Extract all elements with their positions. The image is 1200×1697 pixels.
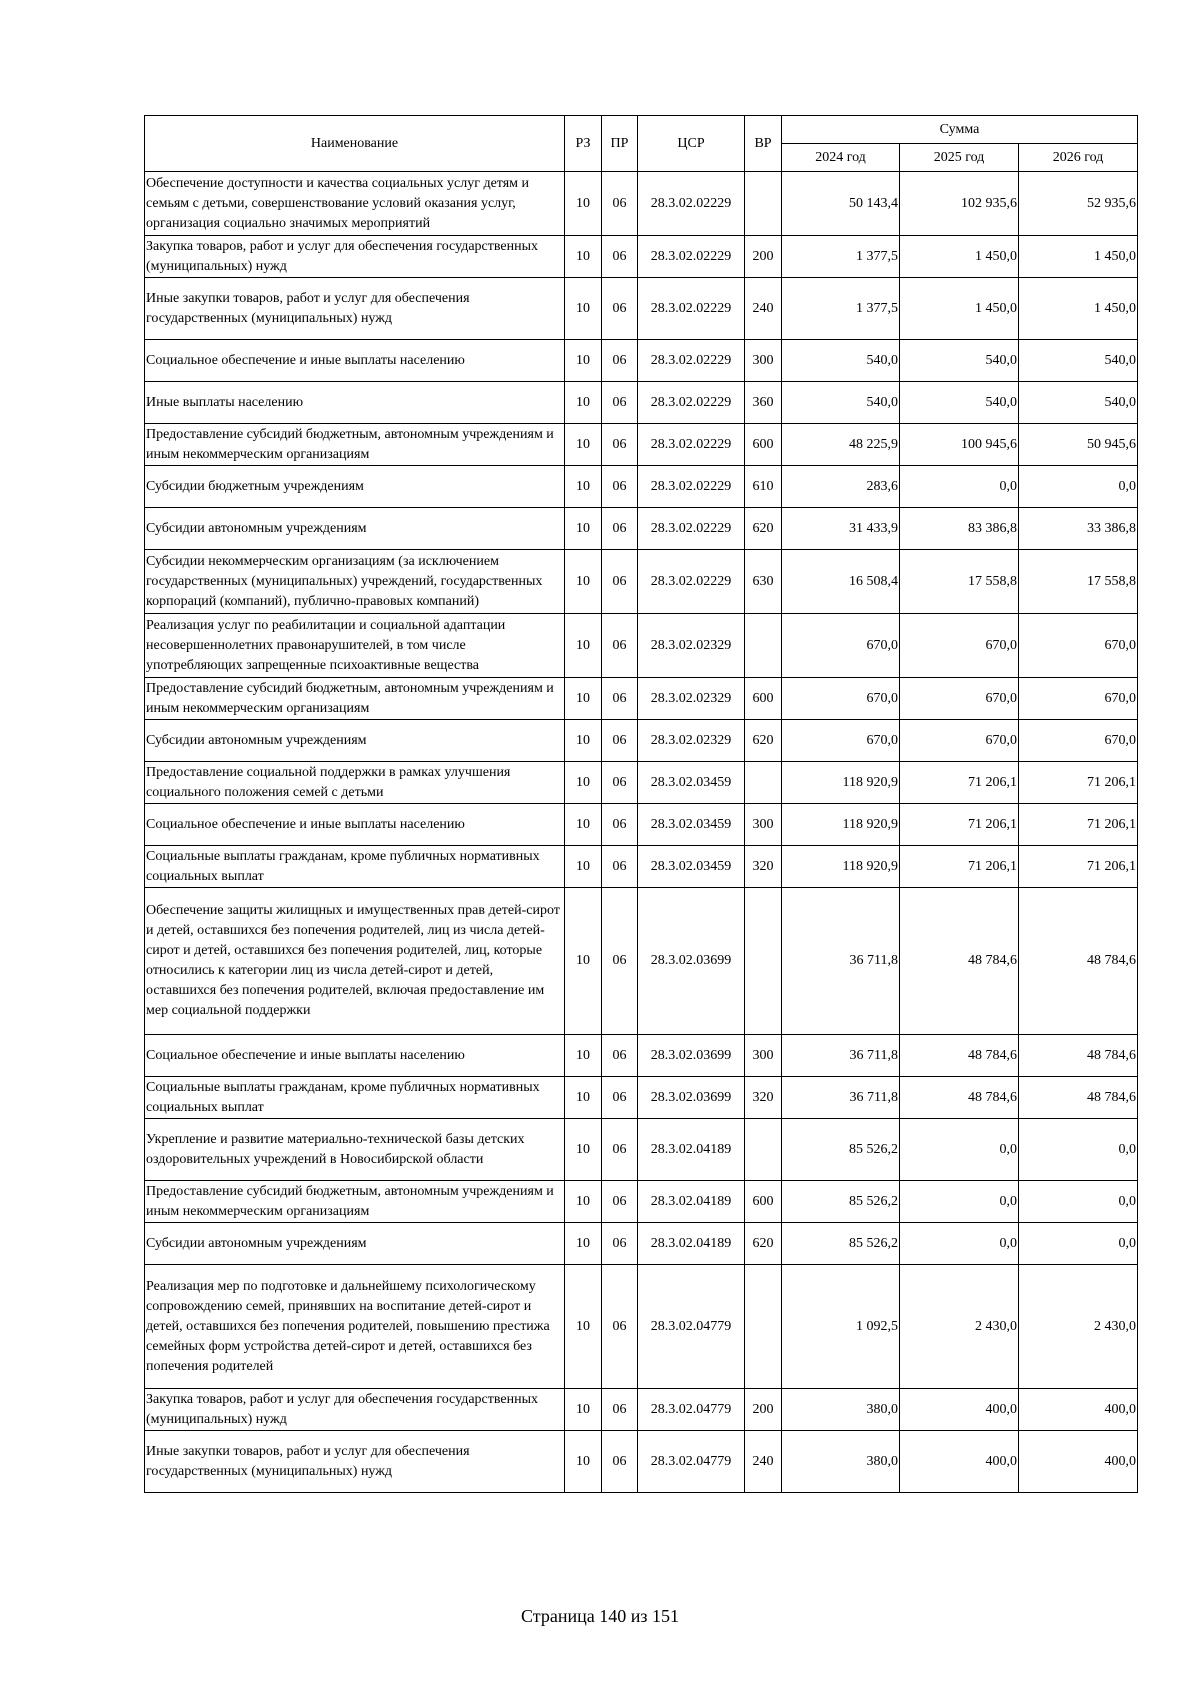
row-vr: 620	[745, 1223, 782, 1265]
row-vr	[745, 1265, 782, 1389]
table-body	[145, 172, 1138, 1493]
page-number: Страница 140 из 151	[521, 1606, 679, 1626]
row-sum-2025: 2 430,0	[900, 1265, 1019, 1389]
row-rz: 10	[565, 340, 602, 382]
row-csr: 28.3.02.03699	[638, 1035, 745, 1077]
table-row	[145, 550, 1138, 614]
row-sum-2026: 33 386,8	[1019, 508, 1138, 550]
row-name: Социальные выплаты гражданам, кроме публичных нормативных социальных выплат	[145, 846, 565, 888]
row-sum-2025: 1 450,0	[900, 236, 1019, 278]
row-rz: 10	[565, 1077, 602, 1119]
row-csr: 28.3.02.03459	[638, 846, 745, 888]
row-csr: 28.3.02.02229	[638, 550, 745, 614]
row-rz: 10	[565, 888, 602, 1035]
row-vr: 300	[745, 340, 782, 382]
header-csr: ЦСР	[638, 116, 745, 172]
header-sum: Сумма	[782, 116, 1138, 144]
row-sum-2025: 48 784,6	[900, 1035, 1019, 1077]
row-csr: 28.3.02.03459	[638, 762, 745, 804]
row-vr: 600	[745, 424, 782, 466]
table-row	[145, 804, 1138, 846]
row-sum-2026: 71 206,1	[1019, 762, 1138, 804]
table-row	[145, 846, 1138, 888]
header-pr: ПР	[602, 116, 638, 172]
table-row	[145, 678, 1138, 720]
row-pr: 06	[602, 1181, 638, 1223]
row-vr: 630	[745, 550, 782, 614]
row-vr	[745, 762, 782, 804]
row-sum-2026: 540,0	[1019, 382, 1138, 424]
row-pr: 06	[602, 1077, 638, 1119]
row-sum-2026: 670,0	[1019, 678, 1138, 720]
row-rz: 10	[565, 508, 602, 550]
row-csr: 28.3.02.03699	[638, 1077, 745, 1119]
row-sum-2026: 0,0	[1019, 1119, 1138, 1181]
row-sum-2025: 71 206,1	[900, 762, 1019, 804]
table-row	[145, 720, 1138, 762]
row-pr: 06	[602, 1223, 638, 1265]
row-csr: 28.3.02.02229	[638, 382, 745, 424]
row-sum-2026: 400,0	[1019, 1431, 1138, 1493]
row-rz: 10	[565, 1119, 602, 1181]
row-name: Субсидии автономным учреждениям	[145, 720, 565, 762]
row-sum-2025: 0,0	[900, 1223, 1019, 1265]
row-sum-2024: 48 225,9	[782, 424, 900, 466]
row-rz: 10	[565, 678, 602, 720]
row-vr: 600	[745, 1181, 782, 1223]
row-pr: 06	[602, 1389, 638, 1431]
row-name: Социальное обеспечение и иные выплаты населению	[145, 1035, 565, 1077]
table-row	[145, 1035, 1138, 1077]
row-sum-2024: 540,0	[782, 340, 900, 382]
row-sum-2024: 540,0	[782, 382, 900, 424]
table-row	[145, 1077, 1138, 1119]
row-pr: 06	[602, 278, 638, 340]
row-csr: 28.3.02.02329	[638, 678, 745, 720]
row-vr: 360	[745, 382, 782, 424]
row-name: Закупка товаров, работ и услуг для обеспечения государственных (муниципальных) нужд	[145, 1389, 565, 1431]
header-year-2026: 2026 год	[1019, 144, 1138, 172]
row-pr: 06	[602, 466, 638, 508]
row-rz: 10	[565, 382, 602, 424]
row-sum-2026: 0,0	[1019, 1223, 1138, 1265]
row-sum-2024: 16 508,4	[782, 550, 900, 614]
row-sum-2024: 1 092,5	[782, 1265, 900, 1389]
row-sum-2026: 670,0	[1019, 614, 1138, 678]
table-row	[145, 888, 1138, 1035]
row-name: Обеспечение защиты жилищных и имущественных прав детей-сирот и детей, оставшихся без попечения родителей, лиц из числа детей-сирот и детей, оставшихся без попечения родителей, лиц, которые относились к категории лиц из числа детей-сирот и детей, оставшихся без попечения родителей, включая предоставление им мер социальной поддержки	[145, 888, 565, 1035]
row-rz: 10	[565, 1223, 602, 1265]
row-csr: 28.3.02.02329	[638, 720, 745, 762]
row-rz: 10	[565, 278, 602, 340]
row-csr: 28.3.02.02229	[638, 424, 745, 466]
row-sum-2025: 670,0	[900, 720, 1019, 762]
row-rz: 10	[565, 846, 602, 888]
row-sum-2024: 380,0	[782, 1431, 900, 1493]
row-csr: 28.3.02.04189	[638, 1223, 745, 1265]
row-name: Субсидии некоммерческим организациям (за исключением государственных (муниципальных) учреждений, государственных корпораций (компаний), публично-правовых компаний)	[145, 550, 565, 614]
row-rz: 10	[565, 804, 602, 846]
row-pr: 06	[602, 1431, 638, 1493]
row-pr: 06	[602, 382, 638, 424]
row-rz: 10	[565, 762, 602, 804]
row-name: Социальные выплаты гражданам, кроме публичных нормативных социальных выплат	[145, 1077, 565, 1119]
row-rz: 10	[565, 1431, 602, 1493]
row-name: Предоставление субсидий бюджетным, автономным учреждениям и иным некоммерческим организациям	[145, 424, 565, 466]
row-vr	[745, 1119, 782, 1181]
row-sum-2026: 48 784,6	[1019, 888, 1138, 1035]
row-sum-2026: 0,0	[1019, 1181, 1138, 1223]
row-pr: 06	[602, 1035, 638, 1077]
row-csr: 28.3.02.02229	[638, 172, 745, 236]
table-row	[145, 278, 1138, 340]
row-sum-2025: 48 784,6	[900, 1077, 1019, 1119]
row-rz: 10	[565, 550, 602, 614]
row-sum-2026: 400,0	[1019, 1389, 1138, 1431]
table-header	[145, 116, 1138, 172]
budget-table	[144, 115, 1138, 1493]
row-name: Субсидии автономным учреждениям	[145, 508, 565, 550]
row-sum-2026: 1 450,0	[1019, 278, 1138, 340]
row-sum-2024: 50 143,4	[782, 172, 900, 236]
row-pr: 06	[602, 888, 638, 1035]
table-row	[145, 382, 1138, 424]
row-sum-2025: 670,0	[900, 678, 1019, 720]
row-sum-2025: 102 935,6	[900, 172, 1019, 236]
row-vr: 300	[745, 804, 782, 846]
row-vr: 200	[745, 1389, 782, 1431]
row-sum-2024: 1 377,5	[782, 236, 900, 278]
row-vr: 200	[745, 236, 782, 278]
row-sum-2026: 71 206,1	[1019, 846, 1138, 888]
row-sum-2025: 100 945,6	[900, 424, 1019, 466]
row-pr: 06	[602, 172, 638, 236]
row-sum-2025: 540,0	[900, 340, 1019, 382]
row-sum-2025: 48 784,6	[900, 888, 1019, 1035]
row-sum-2026: 52 935,6	[1019, 172, 1138, 236]
row-sum-2024: 36 711,8	[782, 888, 900, 1035]
row-sum-2024: 85 526,2	[782, 1223, 900, 1265]
header-rz: РЗ	[565, 116, 602, 172]
row-vr: 320	[745, 1077, 782, 1119]
row-sum-2024: 36 711,8	[782, 1035, 900, 1077]
row-sum-2026: 48 784,6	[1019, 1035, 1138, 1077]
row-sum-2026: 2 430,0	[1019, 1265, 1138, 1389]
row-sum-2024: 85 526,2	[782, 1181, 900, 1223]
row-vr: 600	[745, 678, 782, 720]
row-pr: 06	[602, 424, 638, 466]
row-name: Обеспечение доступности и качества социальных услуг детям и семьям с детьми, совершенствование условий оказания услуг, организация социально значимых мероприятий	[145, 172, 565, 236]
row-sum-2025: 400,0	[900, 1389, 1019, 1431]
row-csr: 28.3.02.02229	[638, 508, 745, 550]
row-sum-2025: 400,0	[900, 1431, 1019, 1493]
table-row	[145, 172, 1138, 236]
row-sum-2024: 283,6	[782, 466, 900, 508]
row-sum-2026: 670,0	[1019, 720, 1138, 762]
row-sum-2024: 118 920,9	[782, 846, 900, 888]
row-csr: 28.3.02.04779	[638, 1431, 745, 1493]
row-sum-2024: 118 920,9	[782, 804, 900, 846]
row-pr: 06	[602, 1265, 638, 1389]
row-rz: 10	[565, 172, 602, 236]
row-csr: 28.3.02.02329	[638, 614, 745, 678]
row-vr: 620	[745, 508, 782, 550]
row-sum-2024: 36 711,8	[782, 1077, 900, 1119]
table-row	[145, 424, 1138, 466]
row-name: Социальное обеспечение и иные выплаты населению	[145, 340, 565, 382]
table-row	[145, 614, 1138, 678]
row-rz: 10	[565, 614, 602, 678]
row-pr: 06	[602, 720, 638, 762]
row-pr: 06	[602, 1119, 638, 1181]
row-name: Предоставление социальной поддержки в рамках улучшения социального положения семей с детьми	[145, 762, 565, 804]
row-sum-2025: 540,0	[900, 382, 1019, 424]
row-rz: 10	[565, 1035, 602, 1077]
row-pr: 06	[602, 508, 638, 550]
row-csr: 28.3.02.04779	[638, 1265, 745, 1389]
row-vr: 240	[745, 278, 782, 340]
row-csr: 28.3.02.04189	[638, 1181, 745, 1223]
row-sum-2026: 540,0	[1019, 340, 1138, 382]
row-csr: 28.3.02.04779	[638, 1389, 745, 1431]
row-rz: 10	[565, 720, 602, 762]
row-csr: 28.3.02.03699	[638, 888, 745, 1035]
row-sum-2025: 71 206,1	[900, 846, 1019, 888]
row-csr: 28.3.02.02229	[638, 278, 745, 340]
row-vr	[745, 172, 782, 236]
row-sum-2026: 0,0	[1019, 466, 1138, 508]
row-sum-2024: 670,0	[782, 614, 900, 678]
row-pr: 06	[602, 340, 638, 382]
header-year-2025: 2025 год	[900, 144, 1019, 172]
row-csr: 28.3.02.02229	[638, 236, 745, 278]
row-sum-2024: 670,0	[782, 678, 900, 720]
row-csr: 28.3.02.02229	[638, 340, 745, 382]
table-row	[145, 1223, 1138, 1265]
row-name: Субсидии бюджетным учреждениям	[145, 466, 565, 508]
row-csr: 28.3.02.02229	[638, 466, 745, 508]
row-sum-2025: 1 450,0	[900, 278, 1019, 340]
row-sum-2024: 85 526,2	[782, 1119, 900, 1181]
row-name: Укрепление и развитие материально-технической базы детских оздоровительных учреждений в Новосибирской области	[145, 1119, 565, 1181]
row-name: Закупка товаров, работ и услуг для обеспечения государственных (муниципальных) нужд	[145, 236, 565, 278]
row-vr	[745, 614, 782, 678]
row-pr: 06	[602, 614, 638, 678]
row-name: Реализация услуг по реабилитации и социальной адаптации несовершеннолетних правонарушителей, в том числе употребляющих запрещенные психоактивные вещества	[145, 614, 565, 678]
table-row	[145, 1431, 1138, 1493]
table-row	[145, 1181, 1138, 1223]
row-name: Социальное обеспечение и иные выплаты населению	[145, 804, 565, 846]
table-row	[145, 762, 1138, 804]
row-sum-2026: 1 450,0	[1019, 236, 1138, 278]
row-pr: 06	[602, 762, 638, 804]
row-sum-2026: 71 206,1	[1019, 804, 1138, 846]
row-rz: 10	[565, 1265, 602, 1389]
table-row	[145, 340, 1138, 382]
table-row	[145, 1265, 1138, 1389]
row-vr	[745, 888, 782, 1035]
row-sum-2025: 71 206,1	[900, 804, 1019, 846]
header-year-2024: 2024 год	[782, 144, 900, 172]
table-row	[145, 508, 1138, 550]
row-sum-2026: 50 945,6	[1019, 424, 1138, 466]
row-rz: 10	[565, 236, 602, 278]
row-vr: 320	[745, 846, 782, 888]
row-name: Предоставление субсидий бюджетным, автономным учреждениям и иным некоммерческим организациям	[145, 1181, 565, 1223]
row-sum-2025: 17 558,8	[900, 550, 1019, 614]
row-sum-2024: 670,0	[782, 720, 900, 762]
table-row	[145, 466, 1138, 508]
table-row	[145, 1119, 1138, 1181]
row-pr: 06	[602, 804, 638, 846]
row-csr: 28.3.02.04189	[638, 1119, 745, 1181]
row-rz: 10	[565, 466, 602, 508]
row-pr: 06	[602, 550, 638, 614]
row-sum-2025: 0,0	[900, 466, 1019, 508]
row-sum-2024: 31 433,9	[782, 508, 900, 550]
row-vr: 620	[745, 720, 782, 762]
row-pr: 06	[602, 678, 638, 720]
row-sum-2025: 670,0	[900, 614, 1019, 678]
row-sum-2025: 83 386,8	[900, 508, 1019, 550]
row-name: Иные закупки товаров, работ и услуг для обеспечения государственных (муниципальных) нужд	[145, 1431, 565, 1493]
row-sum-2026: 17 558,8	[1019, 550, 1138, 614]
row-sum-2025: 0,0	[900, 1181, 1019, 1223]
header-vr: ВР	[745, 116, 782, 172]
row-name: Предоставление субсидий бюджетным, автономным учреждениям и иным некоммерческим организациям	[145, 678, 565, 720]
row-sum-2025: 0,0	[900, 1119, 1019, 1181]
row-sum-2026: 48 784,6	[1019, 1077, 1138, 1119]
row-sum-2024: 380,0	[782, 1389, 900, 1431]
row-rz: 10	[565, 1181, 602, 1223]
row-vr: 610	[745, 466, 782, 508]
row-name: Иные выплаты населению	[145, 382, 565, 424]
table-row	[145, 236, 1138, 278]
row-sum-2024: 1 377,5	[782, 278, 900, 340]
row-name: Иные закупки товаров, работ и услуг для обеспечения государственных (муниципальных) нужд	[145, 278, 565, 340]
row-rz: 10	[565, 1389, 602, 1431]
row-name: Субсидии автономным учреждениям	[145, 1223, 565, 1265]
row-sum-2024: 118 920,9	[782, 762, 900, 804]
row-pr: 06	[602, 846, 638, 888]
table-row	[145, 1389, 1138, 1431]
row-pr: 06	[602, 236, 638, 278]
row-name: Реализация мер по подготовке и дальнейшему психологическому сопровождению семей, принявших на воспитание детей-сирот и детей, оставшихся без попечения родителей, повышению престижа семейных форм устройства детей-сирот и детей, оставшихся без попечения родителей	[145, 1265, 565, 1389]
header-name: Наименование	[145, 116, 565, 172]
row-csr: 28.3.02.03459	[638, 804, 745, 846]
row-vr: 300	[745, 1035, 782, 1077]
row-rz: 10	[565, 424, 602, 466]
row-vr: 240	[745, 1431, 782, 1493]
